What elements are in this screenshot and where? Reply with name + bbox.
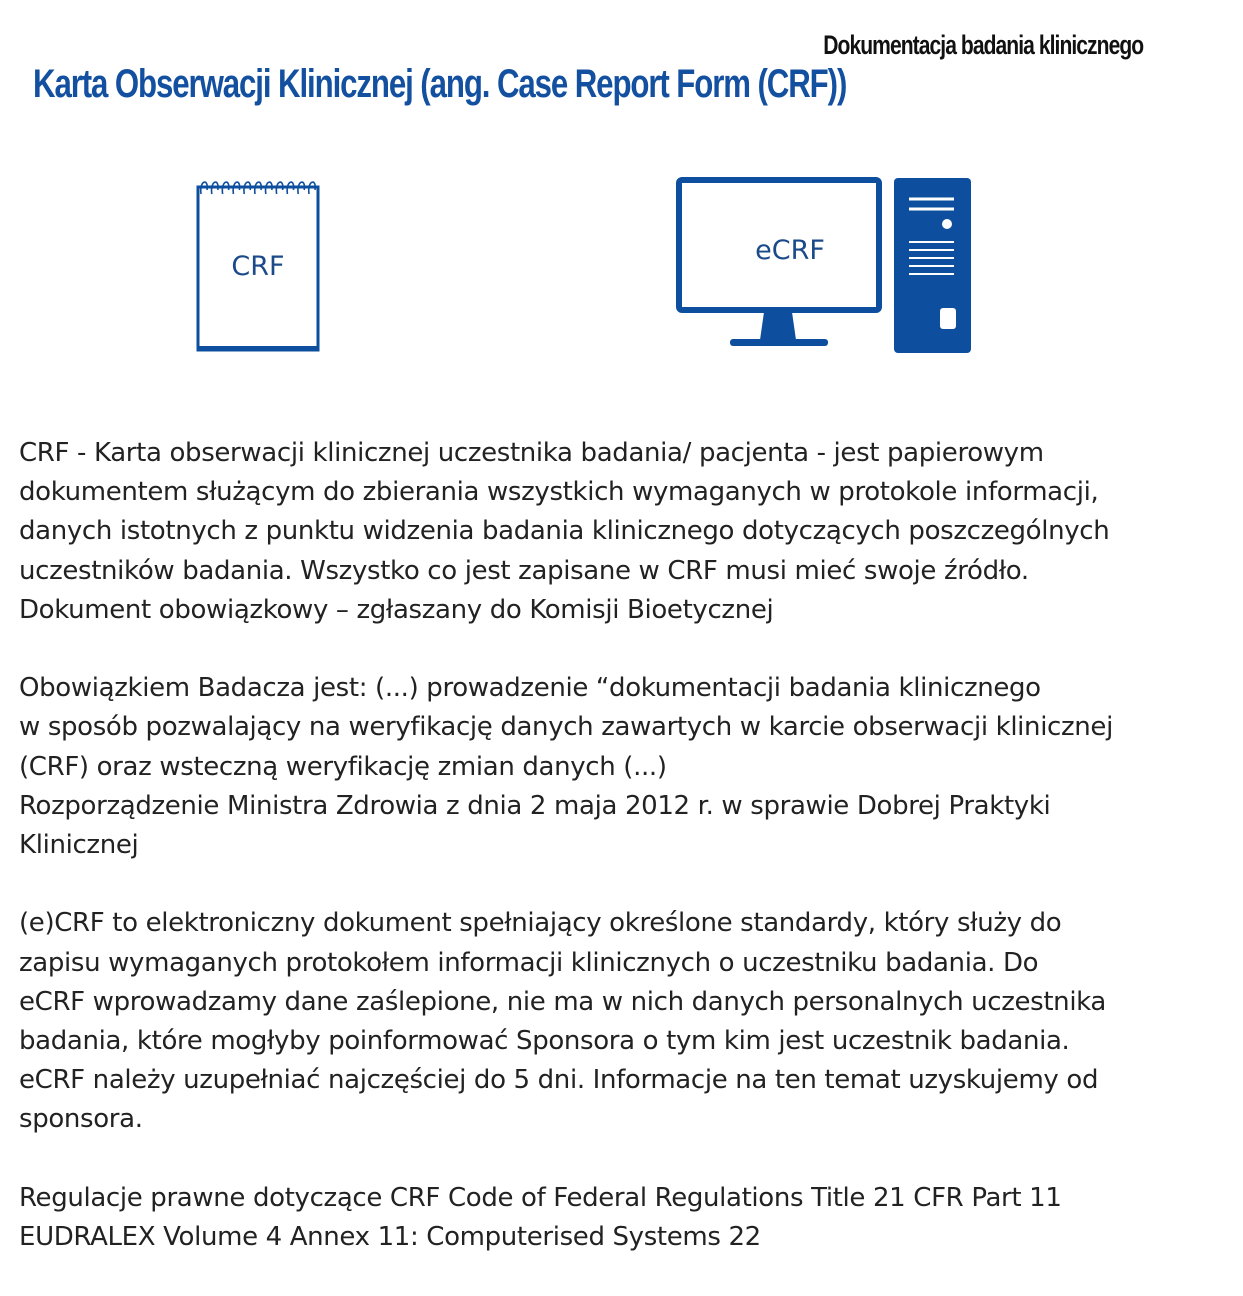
text-line: badania, które mogłyby poinformować Sponsora o tym kim jest uczestnik badania. — [19, 1026, 1070, 1057]
page-title: Karta Obserwacji Klinicznej (ang. Case Report Form (CRF)) — [33, 62, 847, 106]
text-line: Obowiązkiem Badacza jest: (...) prowadzenie “dokumentacji badania klinicznego — [19, 673, 1041, 704]
ecrf-label: eCRF — [755, 235, 825, 266]
crf-notebook-icon — [190, 170, 330, 360]
text-line: (CRF) oraz wsteczną weryfikację zmian danych (...) — [19, 751, 667, 782]
text-line: danych istotnych z punktu widzenia badania klinicznego dotyczących poszczególnych — [19, 516, 1110, 547]
text-line: dokumentem służącym do zbierania wszystkich wymaganych w protokole informacji, — [19, 477, 1099, 508]
text-line: (e)CRF to elektroniczny dokument spełniający określone standardy, który służy do — [19, 908, 1062, 939]
text-line: sponsora. — [19, 1104, 143, 1135]
text-line: eCRF wprowadzamy dane zaślepione, nie ma w nich danych personalnych uczestnika — [19, 986, 1107, 1017]
document-category-label: Dokumentacja badania klinicznego — [823, 30, 1143, 60]
paragraph-regulations — [19, 1179, 1209, 1257]
paragraph-crf-definition — [19, 434, 1209, 630]
ecrf-computer-icon — [672, 172, 982, 357]
paragraph-ecrf-definition — [19, 904, 1209, 1139]
text-line: EUDRALEX Volume 4 Annex 11: Computerised Systems 22 — [19, 1222, 761, 1253]
crf-label: CRF — [231, 251, 285, 282]
text-line: uczestników badania. Wszystko co jest zapisane w CRF musi mieć swoje źródło. — [19, 555, 1029, 586]
text-line: w sposób pozwalający na weryfikację danych zawartych w karcie obserwacji klinicznej — [19, 712, 1113, 743]
text-line: CRF - Karta obserwacji klinicznej uczestnika badania/ pacjenta - jest papierowym — [19, 438, 1044, 468]
text-line: Klinicznej — [19, 830, 139, 861]
document-body — [19, 434, 1209, 1296]
text-line: Dokument obowiązkowy – zgłaszany do Komisji Bioetycznej — [19, 594, 774, 625]
paragraph-investigator-obligation — [19, 669, 1209, 865]
text-line: eCRF należy uzupełniać najczęściej do 5 dni. Informacje na ten temat uzyskujemy od — [19, 1065, 1099, 1096]
text-line: Regulacje prawne dotyczące CRF Code of Federal Regulations Title 21 CFR Part 11 — [19, 1182, 1062, 1213]
text-line: Rozporządzenie Ministra Zdrowia z dnia 2 maja 2012 r. w sprawie Dobrej Praktyki — [19, 790, 1051, 821]
text-line: zapisu wymaganych protokołem informacji klinicznych o uczestniku badania. Do — [19, 947, 1039, 978]
computer-tower-icon — [894, 178, 971, 353]
